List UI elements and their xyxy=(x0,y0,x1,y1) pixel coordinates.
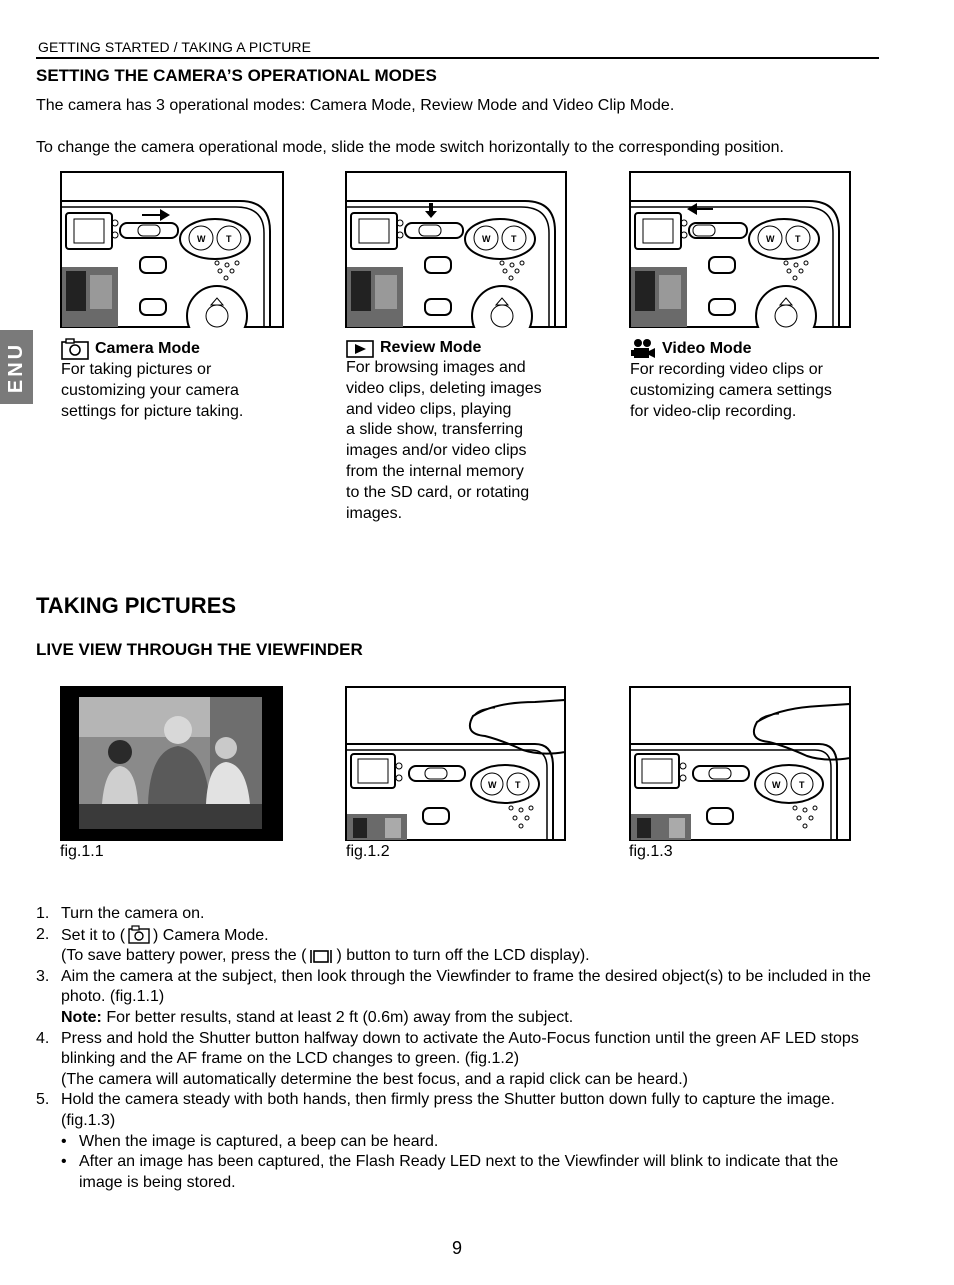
svg-text:W: W xyxy=(482,234,491,244)
step-item xyxy=(36,1029,881,1091)
review-mode-title-row xyxy=(346,338,616,358)
video-mode-title: Video Mode xyxy=(662,340,752,357)
bullet-item: • When the image is captured, a beep can be heard. xyxy=(61,1132,439,1150)
viewfinder-photo-illustration xyxy=(60,686,283,841)
step-number: 1. xyxy=(36,905,50,922)
step-text: Turn the camera on. xyxy=(61,905,205,922)
modes-instruction: To change the camera operational mode, slide the mode switch horizontally to the corresponding position. xyxy=(36,139,784,156)
full-press-illustration xyxy=(629,686,851,841)
video-mode-line: customizing camera settings xyxy=(630,381,832,399)
video-mode-illustration xyxy=(629,171,851,328)
steps-list xyxy=(36,904,881,1193)
camera-mode-illustration xyxy=(60,171,284,328)
step-text: Set it to ( xyxy=(61,926,126,944)
note-text: For better results, stand at least 2 ft (0.6m) away from the subject. xyxy=(101,1008,574,1026)
step-number: 5. xyxy=(36,1091,50,1109)
review-mode-line: from the internal memory xyxy=(346,462,524,480)
review-mode-line: to the SD card, or rotating xyxy=(346,483,530,501)
review-mode-line: a slide show, transferring xyxy=(346,421,523,439)
review-mode-line: video clips, deleting images xyxy=(346,379,542,397)
camera-mode-description xyxy=(61,360,331,422)
svg-text:W: W xyxy=(197,234,206,244)
figure-label: fig.1.2 xyxy=(346,843,390,860)
bullet-text: After an image has been captured, the Flash Ready LED next to the Viewfinder will blink to indicate that the image is being stored. xyxy=(79,1153,839,1191)
step-text: Aim the camera at the subject, then look through the Viewfinder to frame the desired object(s) to be included in the photo. (fig.1.1) xyxy=(61,967,871,1006)
camera-mode-title: Camera Mode xyxy=(95,340,200,357)
camera-mode-caption xyxy=(61,338,331,422)
review-mode-description xyxy=(346,358,616,524)
step-number: 3. xyxy=(36,967,50,985)
video-mode-title-row xyxy=(630,338,900,360)
modes-intro: The camera has 3 operational modes: Camera Mode, Review Mode and Video Clip Mode. xyxy=(36,97,675,114)
step-item xyxy=(36,904,881,925)
video-mode-line: For recording video clips or xyxy=(630,361,823,378)
step-text: Hold the camera steady with both hands, then firmly press the Shutter button down fully to capture the image. (fig.1.3) xyxy=(61,1091,835,1129)
bullet-text: When the image is captured, a beep can be heard. xyxy=(79,1132,439,1150)
camera-mode-line: For taking pictures or xyxy=(61,361,212,378)
review-mode-line: For browsing images and xyxy=(346,359,526,376)
svg-text:T: T xyxy=(515,780,521,790)
review-mode-line: images. xyxy=(346,504,403,522)
running-header: GETTING STARTED / TAKING A PICTURE xyxy=(38,39,312,55)
svg-text:T: T xyxy=(795,234,801,244)
figure-label: fig.1.3 xyxy=(629,843,673,860)
figure-label: fig.1.1 xyxy=(60,843,104,860)
lcd-display-icon xyxy=(309,948,333,964)
video-mode-caption xyxy=(630,338,900,422)
svg-text:W: W xyxy=(488,780,497,790)
step-note: ) button to turn off the LCD display). xyxy=(336,947,590,965)
header-rule xyxy=(36,57,879,59)
svg-text:W: W xyxy=(766,234,775,244)
step-number: 2. xyxy=(36,925,50,943)
review-mode-illustration xyxy=(345,171,567,328)
svg-text:T: T xyxy=(799,780,805,790)
live-view-subtitle: LIVE VIEW THROUGH THE VIEWFINDER xyxy=(36,640,363,659)
play-icon xyxy=(346,338,374,358)
svg-text:W: W xyxy=(772,780,781,790)
taking-pictures-title: TAKING PICTURES xyxy=(36,593,237,618)
step-note: (To save battery power, press the ( xyxy=(61,947,307,965)
step-bullets xyxy=(61,1132,841,1194)
step-number: 4. xyxy=(36,1029,50,1047)
svg-text:T: T xyxy=(226,234,232,244)
review-mode-title: Review Mode xyxy=(380,339,482,356)
modes-section-title: SETTING THE CAMERA’S OPERATIONAL MODES xyxy=(36,66,437,85)
language-tab-label: ENU xyxy=(5,341,28,393)
note-label: Note: xyxy=(61,1008,102,1026)
review-mode-line: and video clips, playing xyxy=(346,400,512,418)
bullet-item: • After an image has been captured, the Flash Ready LED next to the Viewfinder will blink to indicate that the image is being stored. xyxy=(61,1153,839,1191)
step-text: Press and hold the Shutter button halfway down to activate the Auto-Focus function until the green AF LED stops blinking and the AF frame on the LCD changes to green. (fig.1.2) xyxy=(61,1029,859,1068)
review-mode-line: images and/or video clips xyxy=(346,442,527,460)
step-item xyxy=(36,1090,881,1193)
step-extra: (The camera will automatically determine the best focus, and a rapid click can be heard.) xyxy=(61,1070,688,1088)
svg-text:T: T xyxy=(511,234,517,244)
camera-mode-line: settings for picture taking. xyxy=(61,402,244,420)
video-mode-description xyxy=(630,360,900,422)
camera-icon xyxy=(61,338,89,360)
camera-icon xyxy=(128,925,150,944)
camera-mode-line: customizing your camera xyxy=(61,381,239,399)
video-camera-icon xyxy=(630,338,656,360)
step-item xyxy=(36,967,881,1029)
review-mode-caption xyxy=(346,338,616,524)
half-press-illustration xyxy=(345,686,566,841)
camera-mode-title-row xyxy=(61,338,331,360)
page-number: 9 xyxy=(451,1238,462,1258)
step-text: ) Camera Mode. xyxy=(153,926,269,944)
video-mode-line: for video-clip recording. xyxy=(630,402,797,420)
step-item xyxy=(36,925,881,967)
language-tab xyxy=(0,330,33,404)
